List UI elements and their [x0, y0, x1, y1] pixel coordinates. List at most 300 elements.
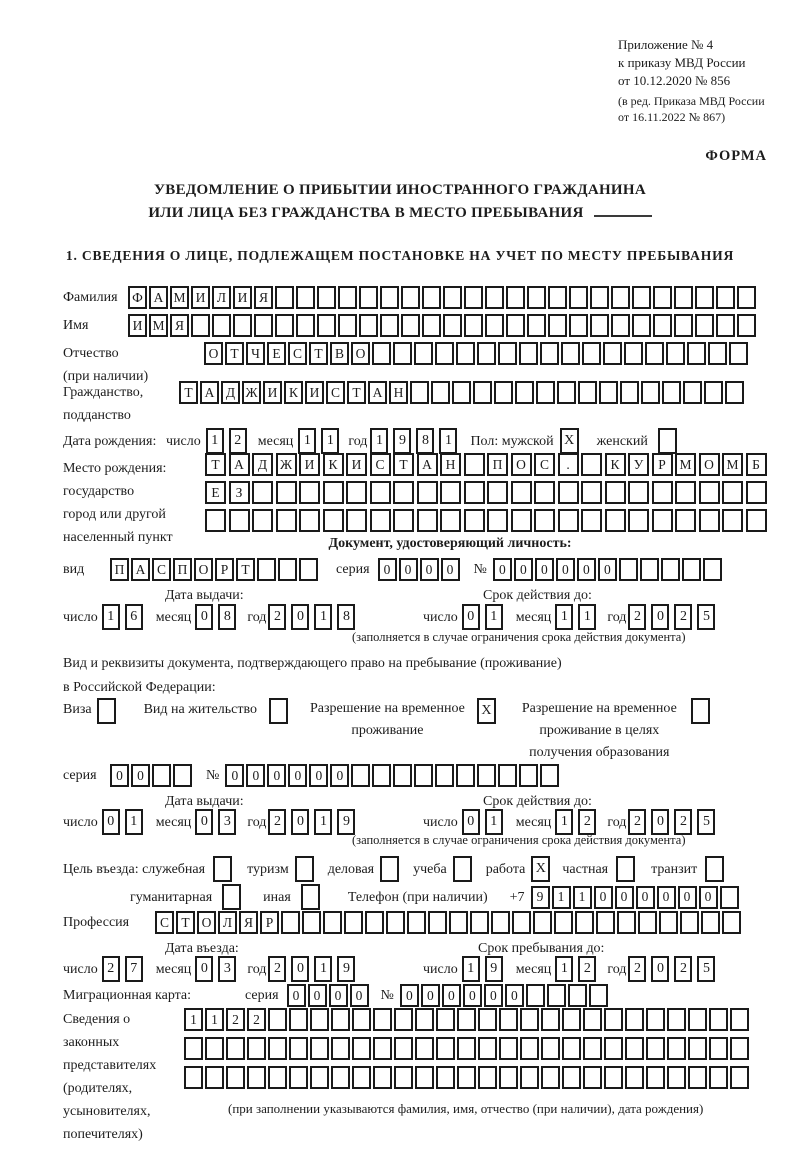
char-cell: 9	[337, 956, 355, 982]
char-cell	[373, 1066, 392, 1089]
char-cell	[226, 1037, 245, 1060]
res-expiry-date-label: Срок действия до:	[483, 794, 592, 809]
residence-permit-label: Вид на жительство	[143, 702, 257, 717]
res-series-cells	[110, 764, 194, 787]
char-cell: 0	[657, 886, 676, 909]
char-cell: Е	[205, 481, 226, 504]
char-cell: П	[110, 558, 129, 581]
char-cell	[372, 342, 391, 365]
given-name-row	[63, 314, 758, 337]
char-cell	[457, 1066, 476, 1089]
char-cell: Т	[236, 558, 255, 581]
char-cell	[289, 1008, 308, 1031]
char-cell	[625, 1037, 644, 1060]
char-cell	[582, 342, 601, 365]
char-cell: 1	[314, 604, 332, 630]
char-cell	[310, 1066, 329, 1089]
char-cell: А	[417, 453, 438, 476]
char-cell	[708, 342, 727, 365]
migr-number-cells	[400, 984, 610, 1007]
char-cell	[499, 1008, 518, 1031]
char-cell	[599, 381, 618, 404]
char-cell	[695, 286, 714, 309]
visa-checkbox	[97, 698, 118, 724]
char-cell	[453, 856, 472, 882]
char-cell: Д	[221, 381, 240, 404]
char-cell	[619, 558, 638, 581]
char-cell	[709, 1066, 728, 1089]
char-cell	[581, 481, 602, 504]
char-cell	[730, 1008, 749, 1031]
char-cell	[414, 764, 433, 787]
char-cell	[687, 342, 706, 365]
char-cell	[511, 481, 532, 504]
char-cell: Ч	[246, 342, 265, 365]
series-label: серия	[336, 562, 370, 577]
birthplace-label3: город или другой	[63, 507, 166, 522]
series-label: серия	[245, 988, 279, 1003]
char-cell	[394, 1008, 413, 1031]
birthplace-label1: Место рождения:	[63, 461, 167, 476]
res-issue-date-label: Дата выдачи:	[165, 794, 244, 809]
year-label: год	[607, 609, 627, 625]
char-cell: А	[229, 453, 250, 476]
char-cell: 0	[699, 886, 718, 909]
char-cell	[499, 1066, 518, 1089]
char-cell: 1	[184, 1008, 203, 1031]
char-cell: Т	[393, 453, 414, 476]
birth-month-cells	[298, 428, 344, 454]
number-label: №	[473, 562, 487, 577]
char-cell	[611, 286, 630, 309]
char-cell	[370, 509, 391, 532]
char-cell	[373, 1037, 392, 1060]
doc-kind-label: вид	[63, 562, 85, 577]
char-cell	[561, 342, 580, 365]
char-cell	[338, 314, 357, 337]
char-cell: М	[675, 453, 696, 476]
doc-number-cells	[493, 558, 724, 581]
char-cell: 0	[400, 984, 419, 1007]
char-cell	[443, 314, 462, 337]
patronymic-cells	[204, 342, 750, 365]
char-cell	[628, 509, 649, 532]
char-cell	[737, 314, 756, 337]
char-cell: 8	[416, 428, 434, 454]
char-cell: 0	[463, 984, 482, 1007]
char-cell	[541, 1037, 560, 1060]
char-cell	[659, 911, 678, 934]
char-cell	[281, 911, 300, 934]
char-cell	[352, 1008, 371, 1031]
char-cell: 0	[309, 764, 328, 787]
char-cell: Л	[218, 911, 237, 934]
char-cell: 1	[573, 886, 592, 909]
other-checkbox	[301, 884, 322, 910]
char-cell	[701, 911, 720, 934]
char-cell: Н	[440, 453, 461, 476]
char-cell	[617, 911, 636, 934]
year-label: год	[348, 433, 368, 449]
year-label: год	[607, 814, 627, 830]
char-cell	[173, 764, 192, 787]
char-cell	[97, 698, 116, 724]
month-label: месяц	[257, 433, 294, 449]
char-cell	[275, 314, 294, 337]
char-cell	[667, 1008, 686, 1031]
char-cell	[705, 856, 724, 882]
char-cell	[562, 1037, 581, 1060]
char-cell	[449, 911, 468, 934]
char-cell: 1	[205, 1008, 224, 1031]
tourism-label: туризм	[247, 861, 289, 877]
char-cell: 0	[651, 809, 669, 835]
char-cell: 8	[218, 604, 236, 630]
char-cell	[638, 911, 657, 934]
entry-date-row	[63, 956, 360, 982]
purpose-row2	[130, 884, 741, 910]
char-cell: 0	[195, 809, 213, 835]
char-cell: 2	[628, 809, 646, 835]
legal-label3: представителях	[63, 1058, 157, 1073]
birthplace-row3	[205, 509, 769, 532]
phone-label: Телефон (при наличии)	[347, 889, 488, 905]
char-cell	[583, 1037, 602, 1060]
birth-date-label: Дата рождения:	[63, 433, 157, 449]
patronymic-label: Отчество	[63, 346, 119, 361]
char-cell: 6	[125, 604, 143, 630]
char-cell: А	[368, 381, 387, 404]
char-cell	[526, 984, 545, 1007]
char-cell: Ж	[242, 381, 261, 404]
char-cell: 0	[493, 558, 512, 581]
char-cell: 1	[462, 956, 480, 982]
char-cell	[477, 764, 496, 787]
char-cell	[604, 1066, 623, 1089]
form-title-line1: УВЕДОМЛЕНИЕ О ПРИБЫТИИ ИНОСТРАННОГО ГРАЖДАНИНА	[153, 182, 646, 198]
res-number-cells	[225, 764, 561, 787]
char-cell	[394, 1037, 413, 1060]
char-cell	[645, 342, 664, 365]
char-cell	[464, 286, 483, 309]
char-cell	[581, 509, 602, 532]
char-cell	[331, 1008, 350, 1031]
char-cell	[233, 314, 252, 337]
char-cell	[548, 286, 567, 309]
birthplace-row2	[205, 481, 769, 504]
char-cell: 0	[110, 764, 129, 787]
char-cell	[152, 764, 171, 787]
char-cell	[722, 509, 743, 532]
char-cell	[401, 314, 420, 337]
char-cell	[691, 698, 710, 724]
temp-residence-label: Разрешение на временное проживание	[309, 701, 465, 738]
citizenship-cells	[179, 381, 746, 404]
surname-row	[63, 286, 758, 309]
stay-until-row	[423, 956, 720, 982]
char-cell: М	[722, 453, 743, 476]
char-cell: И	[346, 453, 367, 476]
char-cell	[414, 342, 433, 365]
char-cell: 0	[131, 764, 150, 787]
char-cell: 2	[102, 956, 120, 982]
res-issue-year-cells	[268, 809, 360, 835]
char-cell: А	[131, 558, 150, 581]
char-cell	[667, 1066, 686, 1089]
char-cell	[746, 509, 767, 532]
legal-row1	[184, 1008, 751, 1031]
char-cell: О	[699, 453, 720, 476]
char-cell	[431, 381, 450, 404]
char-cell	[674, 314, 693, 337]
legal-row3	[184, 1066, 751, 1089]
char-cell	[278, 558, 297, 581]
res-expiry-year-cells	[628, 809, 720, 835]
char-cell: 3	[218, 809, 236, 835]
char-cell	[301, 884, 320, 910]
sex-male-label: Пол: мужской	[470, 433, 554, 449]
char-cell	[491, 911, 510, 934]
char-cell: Т	[347, 381, 366, 404]
char-cell: Н	[389, 381, 408, 404]
char-cell	[680, 911, 699, 934]
char-cell: 0	[442, 984, 461, 1007]
char-cell	[494, 381, 513, 404]
visa-label: Виза	[63, 702, 92, 717]
char-cell	[568, 984, 587, 1007]
char-cell: М	[170, 286, 189, 309]
char-cell: 9	[337, 809, 355, 835]
char-cell	[323, 911, 342, 934]
char-cell: 0	[615, 886, 634, 909]
char-cell	[498, 764, 517, 787]
char-cell	[222, 884, 241, 910]
char-cell	[380, 286, 399, 309]
char-cell	[675, 509, 696, 532]
char-cell	[205, 1037, 224, 1060]
res-expiry-day-cells	[462, 809, 508, 835]
series-label: серия	[63, 768, 97, 783]
char-cell	[604, 1037, 623, 1060]
char-cell	[725, 381, 744, 404]
char-cell: .	[558, 453, 579, 476]
char-cell: М	[149, 314, 168, 337]
char-cell	[554, 911, 573, 934]
char-cell: 0	[484, 984, 503, 1007]
day-label: число	[423, 814, 458, 830]
char-cell: 0	[399, 558, 418, 581]
char-cell	[344, 911, 363, 934]
char-cell: 1	[555, 809, 573, 835]
month-label: месяц	[515, 814, 552, 830]
year-label: год	[247, 814, 267, 830]
char-cell: С	[370, 453, 391, 476]
sex-female-checkbox	[658, 428, 679, 454]
birth-date-row	[63, 428, 679, 454]
char-cell	[470, 911, 489, 934]
citizenship-row	[63, 381, 746, 404]
char-cell	[703, 558, 722, 581]
residence-doc-checkboxes	[63, 698, 712, 764]
char-cell	[323, 481, 344, 504]
char-cell: Ф	[128, 286, 147, 309]
char-cell: 1	[102, 604, 120, 630]
char-cell	[534, 509, 555, 532]
char-cell	[365, 911, 384, 934]
char-cell	[487, 481, 508, 504]
char-cell	[590, 314, 609, 337]
day-label: число	[423, 609, 458, 625]
char-cell	[632, 314, 651, 337]
legal-cells-2	[184, 1037, 751, 1060]
char-cell: 1	[578, 604, 596, 630]
char-cell: 0	[287, 984, 306, 1007]
char-cell	[393, 764, 412, 787]
other-label: иная	[263, 889, 291, 905]
humanitarian-label: гуманитарная	[130, 889, 213, 905]
form-title-line2: ИЛИ ЛИЦА БЕЗ ГРАЖДАНСТВА В МЕСТО ПРЕБЫВАНИЯ	[148, 205, 584, 221]
temp-residence-edu-label: Разрешение на временное проживание в целях получения образования	[521, 701, 677, 760]
char-cell: И	[263, 381, 282, 404]
char-cell	[415, 1037, 434, 1060]
char-cell: 8	[337, 604, 355, 630]
char-cell: Е	[267, 342, 286, 365]
id-expiry-year-cells	[628, 604, 720, 630]
birth-year-cells	[370, 428, 462, 454]
char-cell	[557, 381, 576, 404]
char-cell: 5	[697, 956, 715, 982]
id-expiry-day-cells	[462, 604, 508, 630]
char-cell: О	[194, 558, 213, 581]
char-cell	[520, 1008, 539, 1031]
char-cell: О	[204, 342, 223, 365]
char-cell	[640, 558, 659, 581]
char-cell: 2	[226, 1008, 245, 1031]
char-cell	[440, 509, 461, 532]
month-label: месяц	[155, 609, 192, 625]
char-cell: Р	[652, 453, 673, 476]
char-cell	[646, 1037, 665, 1060]
char-cell: 2	[674, 809, 692, 835]
profession-row	[63, 911, 743, 934]
day-label: число	[423, 961, 458, 977]
char-cell: 1	[555, 956, 573, 982]
appendix-line: от 10.12.2020 № 856	[618, 73, 731, 88]
char-cell	[436, 1037, 455, 1060]
char-cell: 0	[291, 956, 309, 982]
char-cell	[359, 286, 378, 309]
humanitarian-checkbox	[222, 884, 243, 910]
char-cell: 0	[421, 984, 440, 1007]
id-issue-year-cells	[268, 604, 360, 630]
char-cell	[456, 764, 475, 787]
char-cell: 0	[556, 558, 575, 581]
birth-day-cells	[206, 428, 252, 454]
section1-heading: 1. СВЕДЕНИЯ О ЛИЦЕ, ПОДЛЕЖАЩЕМ ПОСТАНОВКЕ НА УЧЕТ ПО МЕСТУ ПРЕБЫВАНИЯ	[65, 248, 735, 263]
char-cell	[527, 314, 546, 337]
char-cell	[620, 381, 639, 404]
char-cell: Т	[309, 342, 328, 365]
char-cell: С	[155, 911, 174, 934]
char-cell: X	[531, 856, 550, 882]
char-cell	[662, 381, 681, 404]
char-cell: 2	[229, 428, 247, 454]
residence-series-row	[63, 764, 561, 787]
res-expiry-date-row	[423, 809, 720, 835]
char-cell	[276, 481, 297, 504]
stay-day-cells	[462, 956, 508, 982]
char-cell: 2	[268, 956, 286, 982]
char-cell: 2	[578, 809, 596, 835]
char-cell: Я	[254, 286, 273, 309]
char-cell	[487, 509, 508, 532]
citizenship-label: Гражданство,	[63, 385, 144, 400]
char-cell	[191, 314, 210, 337]
char-cell	[436, 1008, 455, 1031]
char-cell	[184, 1066, 203, 1089]
char-cell: X	[477, 698, 496, 724]
doc-series-cells	[378, 558, 462, 581]
char-cell	[299, 481, 320, 504]
char-cell	[520, 1066, 539, 1089]
char-cell: 2	[578, 956, 596, 982]
study-label: учеба	[413, 861, 447, 877]
legal-label4: (родителях,	[63, 1081, 133, 1096]
char-cell	[317, 314, 336, 337]
char-cell	[506, 314, 525, 337]
char-cell: 0	[288, 764, 307, 787]
char-cell	[373, 1008, 392, 1031]
id-expiry-date-label: Срок действия до:	[483, 588, 592, 603]
char-cell	[229, 509, 250, 532]
char-cell	[688, 1066, 707, 1089]
revision-block	[618, 93, 765, 125]
char-cell	[558, 481, 579, 504]
temp-residence-edu-checkbox	[691, 698, 712, 724]
char-cell: 0	[291, 604, 309, 630]
char-cell	[352, 1066, 371, 1089]
char-cell	[646, 1008, 665, 1031]
char-cell: 1	[298, 428, 316, 454]
char-cell: Т	[205, 453, 226, 476]
char-cell	[527, 286, 546, 309]
char-cell	[247, 1066, 266, 1089]
char-cell	[589, 984, 608, 1007]
appendix-line: Приложение № 4	[618, 37, 714, 52]
char-cell	[289, 1066, 308, 1089]
char-cell: 0	[102, 809, 120, 835]
char-cell	[520, 1037, 539, 1060]
char-cell: 9	[393, 428, 411, 454]
birthplace-label4: населенный пункт	[63, 530, 173, 545]
char-cell	[254, 314, 273, 337]
char-cell	[276, 509, 297, 532]
char-cell	[720, 886, 739, 909]
char-cell: 0	[246, 764, 265, 787]
char-cell	[359, 314, 378, 337]
char-cell	[380, 856, 399, 882]
char-cell	[547, 984, 566, 1007]
work-label: работа	[485, 861, 526, 877]
char-cell	[646, 1066, 665, 1089]
birthplace-label2: государство	[63, 484, 135, 499]
entry-month-cells	[195, 956, 241, 982]
entry-date-label: Дата въезда:	[165, 941, 239, 956]
char-cell: 0	[651, 956, 669, 982]
char-cell	[667, 1037, 686, 1060]
char-cell: 1	[206, 428, 224, 454]
form-label: ФОРМА	[705, 148, 767, 164]
